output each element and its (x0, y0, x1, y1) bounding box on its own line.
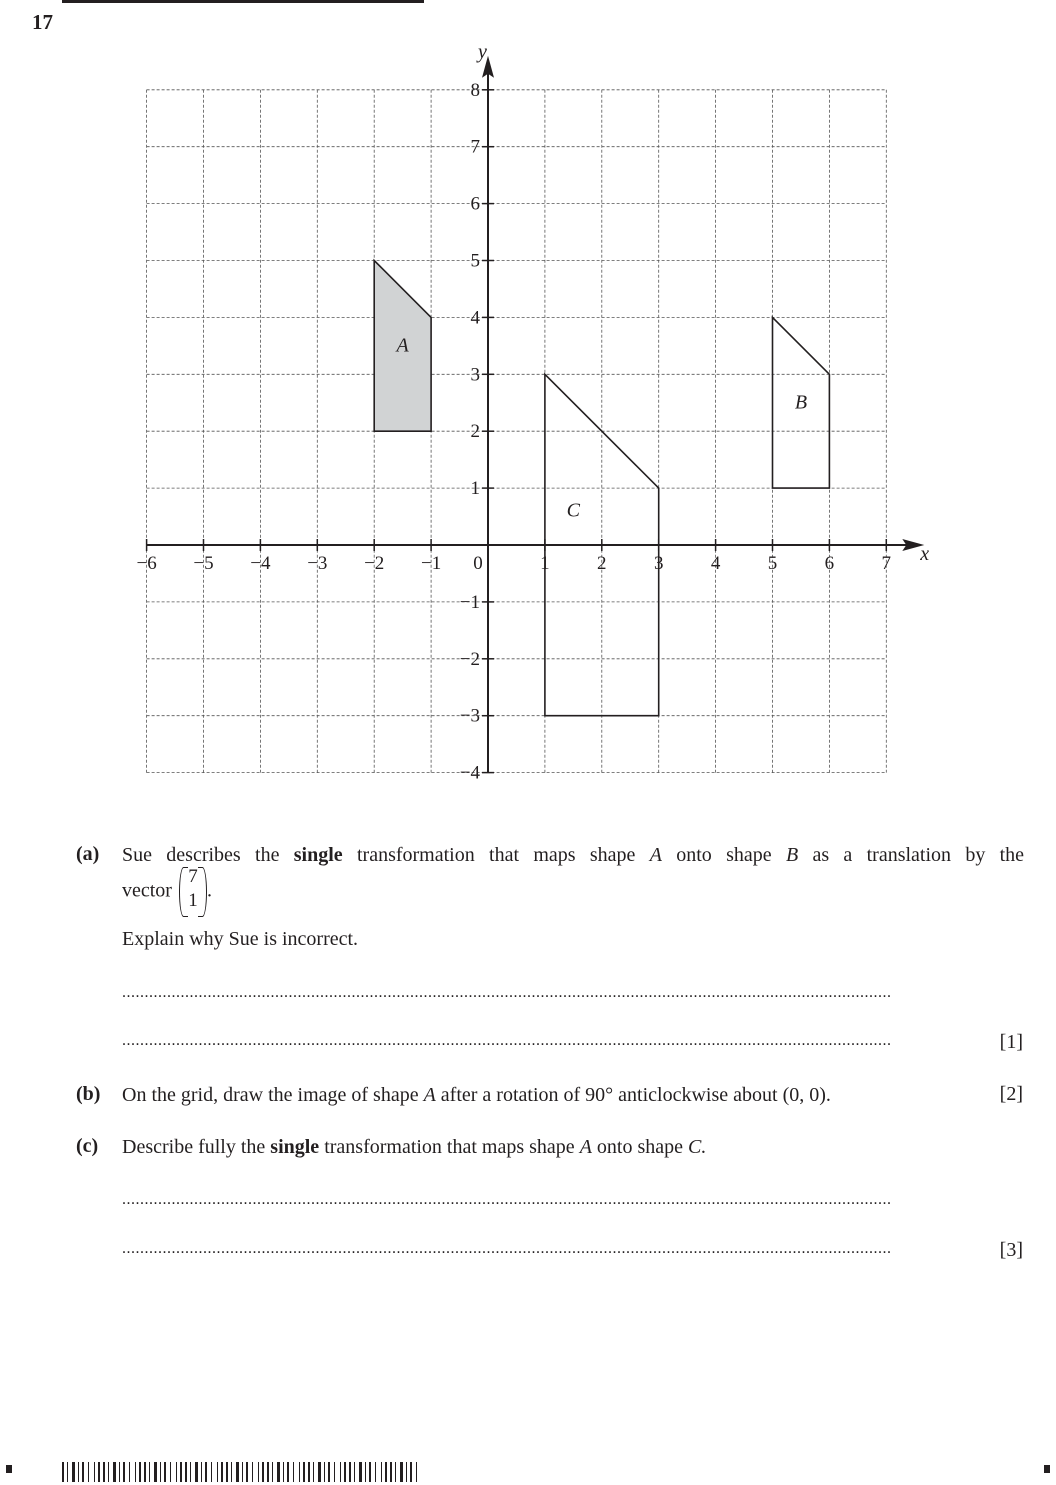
part-c-text-1: Describe fully the (122, 1136, 266, 1158)
part-c-shape-1: A (579, 1136, 592, 1158)
barcode-bar (195, 1462, 198, 1482)
barcode-bar (170, 1462, 171, 1482)
vector-bottom: 1 (188, 890, 198, 911)
barcode-bar (129, 1462, 130, 1482)
y-axis-label: y (478, 40, 487, 63)
shape-label-A: A (396, 334, 409, 357)
barcode-bar (62, 1462, 64, 1482)
barcode-bar (277, 1462, 280, 1482)
y-tick-label: 5 (470, 250, 480, 272)
barcode-bar (400, 1462, 403, 1482)
barcode-bar (205, 1462, 207, 1482)
x-tick-label: −4 (250, 553, 271, 574)
barcode-bar (149, 1462, 150, 1482)
part-a-marks: [1] (999, 1031, 1023, 1053)
x-tick-label: −2 (364, 553, 385, 574)
barcode-bar (144, 1462, 146, 1482)
vector-top: 7 (188, 866, 198, 887)
barcode-bar (318, 1462, 321, 1482)
barcode-bar (78, 1462, 79, 1482)
barcode-bar (324, 1462, 325, 1482)
y-tick-label: 7 (470, 136, 480, 158)
y-tick-label: 1 (470, 478, 480, 500)
y-tick-label: 8 (470, 79, 480, 101)
part-a-text-4: as a translation by the (812, 844, 1025, 866)
barcode-bar (164, 1462, 166, 1482)
corner-mark-left (6, 1465, 12, 1473)
barcode-bar (67, 1462, 68, 1482)
barcode-bar (359, 1462, 362, 1482)
barcode-bar (88, 1462, 89, 1482)
answer-line-a2[interactable]: ........................................................................................................................................................................... (122, 1032, 892, 1049)
barcode-bar (226, 1462, 228, 1482)
barcode-bar (123, 1462, 125, 1482)
barcode-bar (410, 1462, 412, 1482)
barcode-bar (283, 1462, 284, 1482)
barcode-bar (154, 1462, 157, 1482)
barcode-bar (231, 1462, 232, 1482)
barcode-bar (267, 1462, 269, 1482)
barcode-bar (246, 1462, 248, 1482)
part-a-vector-line: vector 7 1 . (122, 867, 212, 917)
x-tick-label: −3 (307, 553, 328, 574)
barcode-bar (303, 1462, 305, 1482)
y-tick-label: −4 (459, 762, 480, 784)
barcode-bar (328, 1462, 330, 1482)
barcode-bar (119, 1462, 120, 1482)
barcode-bar (180, 1462, 182, 1482)
part-a-instruction: Explain why Sue is incorrect. (122, 928, 359, 950)
barcode-bar (176, 1462, 177, 1482)
part-c-bold: single (270, 1136, 320, 1158)
barcode-bar (340, 1462, 341, 1482)
part-c-text-2: transformation that maps shape (324, 1136, 575, 1158)
barcode-bar (308, 1462, 310, 1482)
barcode-bar (98, 1462, 100, 1482)
barcode-bar (108, 1462, 109, 1482)
column-vector (179, 867, 207, 917)
part-b-shape: A (423, 1084, 436, 1106)
y-tick-label: 2 (470, 421, 480, 443)
barcode-bar (242, 1462, 243, 1482)
barcode-bar (135, 1462, 136, 1482)
x-tick-label: 2 (597, 553, 607, 574)
barcode-bar (406, 1462, 407, 1482)
part-a-vector-word: vector (122, 879, 172, 902)
part-c-label: (c) (76, 1135, 99, 1157)
part-a-text-2: transformation that maps shape (356, 844, 636, 866)
x-tick-label: −5 (193, 553, 214, 574)
part-a-shape-2: B (785, 844, 799, 866)
question-number: 17 (32, 10, 53, 34)
part-a-label: (a) (76, 843, 100, 865)
barcode-bar (221, 1462, 223, 1482)
shape-label-C: C (566, 499, 581, 522)
barcode-bar (349, 1462, 351, 1482)
part-c-marks: [3] (999, 1239, 1023, 1261)
barcode-bar (299, 1462, 300, 1482)
part-a-shape-1: A (649, 844, 662, 866)
y-tick-label: −1 (459, 591, 480, 613)
barcode-bar (258, 1462, 259, 1482)
barcode-bar (139, 1462, 141, 1482)
barcode (62, 1462, 424, 1482)
barcode-bar (236, 1462, 239, 1482)
y-tick-label: 6 (470, 193, 480, 215)
y-tick-label: −3 (459, 705, 480, 727)
x-tick-label: −1 (420, 553, 442, 574)
barcode-bar (103, 1462, 105, 1482)
x-axis-label: x (920, 543, 930, 565)
x-tick-label: −6 (136, 553, 157, 574)
y-tick-label: 4 (470, 307, 480, 329)
part-a-bold: single (293, 844, 343, 866)
barcode-bar (313, 1462, 314, 1482)
part-c-text (122, 1135, 706, 1159)
barcode-bar (287, 1462, 289, 1482)
barcode-bar (113, 1462, 116, 1482)
barcode-bar (354, 1462, 355, 1482)
barcode-bar (201, 1462, 202, 1482)
barcode-bar (272, 1462, 273, 1482)
part-a-text-3: onto shape (676, 844, 772, 866)
part-b-text (122, 1083, 831, 1107)
barcode-bar (217, 1462, 218, 1482)
y-tick-label: 3 (470, 364, 480, 386)
barcode-bar (190, 1462, 191, 1482)
x-tick-label: 5 (767, 553, 778, 574)
barcode-bar (395, 1462, 396, 1482)
barcode-bar (211, 1462, 212, 1482)
corner-mark-right (1044, 1465, 1050, 1473)
x-tick-label: 0 (473, 553, 483, 574)
barcode-bar (390, 1462, 392, 1482)
answer-line-c1[interactable]: ........................................................................................................................................................................... (122, 1191, 892, 1208)
barcode-bar (94, 1462, 95, 1482)
x-tick-label: 1 (540, 553, 550, 574)
y-tick-label: −2 (459, 648, 480, 670)
x-tick-label: 7 (881, 553, 892, 574)
barcode-bar (416, 1462, 417, 1482)
answer-line-a1[interactable]: ........................................................................................................................................................................... (122, 984, 892, 1001)
barcode-bar (375, 1462, 376, 1482)
barcode-bar (385, 1462, 387, 1482)
part-a-line1 (122, 843, 1024, 867)
answer-line-c2[interactable]: ........................................................................................................................................................................... (122, 1240, 892, 1257)
x-tick-label: 6 (824, 553, 835, 574)
barcode-bar (185, 1462, 187, 1482)
barcode-bar (72, 1462, 75, 1482)
barcode-bar (369, 1462, 371, 1482)
shape-label-B: B (794, 391, 808, 414)
part-c-shape-2: C. (688, 1136, 707, 1158)
barcode-bar (160, 1462, 161, 1482)
barcode-bar (365, 1462, 366, 1482)
part-b-label: (b) (76, 1083, 101, 1105)
barcode-bar (381, 1462, 382, 1482)
barcode-bar (82, 1462, 84, 1482)
part-c-text-3: onto shape (596, 1136, 683, 1158)
barcode-bar (293, 1462, 294, 1482)
x-tick-label: 3 (653, 553, 664, 574)
barcode-bar (262, 1462, 264, 1482)
part-b-marks: [2] (999, 1083, 1023, 1105)
part-b-text-1: On the grid, draw the image of shape (122, 1084, 419, 1106)
part-a-text-1: Sue describes the (122, 844, 280, 866)
barcode-bar (344, 1462, 346, 1482)
barcode-bar (252, 1462, 253, 1482)
barcode-bar (334, 1462, 335, 1482)
part-b-text-2: after a rotation of 90° anticlockwise about (0, 0). (440, 1084, 831, 1106)
x-tick-label: 4 (710, 553, 721, 574)
